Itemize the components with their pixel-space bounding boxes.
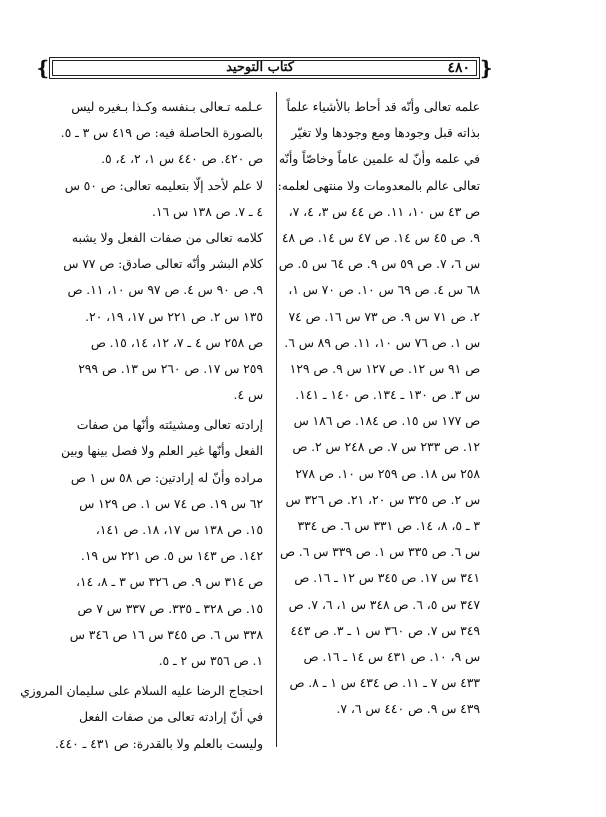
index-line: وليست بالعلم ولا بالقدرة: ص ٤٣١ ـ ٤٤٠.	[54, 736, 263, 751]
index-line: س ٩، ١٠. ص ٤٣١ س ١٤ ـ ١٦. ص	[303, 649, 480, 664]
index-line: س ٦، ٧. ص ٥٩ س ٩. ص ٦٤ س ٥. ص	[278, 257, 480, 272]
index-line: ٦٢ س ١٩. ص ٧٤ س ١. ص ١٢٩ س	[79, 496, 263, 511]
index-line: س ٦. ص ٣٣٥ س ١. ص ٣٣٩ س ٦. ص	[280, 545, 480, 560]
index-line: ١. ص ٣٥٦ س ٢ ـ ٥.	[158, 653, 263, 668]
index-line: عـلمه تـعالى بـنفسه وكـذا بـغيره ليس	[71, 100, 263, 114]
index-line: ١٢. ص ٢٣٣ س ٧. ص ٢٤٨ س ٢. ص	[292, 440, 480, 455]
index-line: ٣٤٧ س ٥، ٦. ص ٣٤٨ س ١، ٦، ٧. ص	[288, 597, 480, 612]
index-line: ١٤٢. ص ١٤٣ س ٥. ص ٢٢١ س ١٩.	[80, 549, 263, 564]
running-title: كتاب التوحيد	[226, 60, 294, 75]
index-line: ٩. ص ٤٥ س ١٤. ص ٤٧ س ١٤. ص ٤٨	[281, 230, 480, 245]
index-line: بالصورة الحاصلة فيه: ص ٤١٩ س ٣ ـ ٥.	[60, 126, 263, 141]
index-line: س ٣. ص ١٣٠ ـ ١٣٤. ص ١٤٠ ـ ١٤١.	[295, 388, 480, 403]
index-column-left	[20, 94, 263, 757]
index-line: ص ٤٣ س ١٠، ١١. ص ٤٤ س ٣، ٤، ٧،	[288, 204, 480, 219]
index-column-right	[277, 94, 480, 723]
column-divider	[276, 92, 277, 747]
index-line: تعالى عالم بالمعدومات ولا منتهى لعلمه:	[277, 178, 480, 193]
index-line: ١٥. ص ٣٢٨ ـ ٣٣٥. ص ٣٣٧ س ٧ ص	[77, 601, 263, 616]
index-line: ٤٣٣ س ٧ ـ ١١. ص ٤٣٤ س ١ ـ ٨. ص	[289, 676, 480, 691]
index-line: ٣٣٨ س ٦. ص ٣٤٥ س ١٦ ص ٣٤٦ س	[69, 627, 263, 642]
index-line: ٢٥٩ س ١٧. ص ٢٦٠ س ١٣. ص ٢٩٩	[78, 361, 263, 376]
index-line: علمه تعالى وأنّه قد أحاط بالأشياء علماً	[286, 100, 480, 114]
index-line: ٢٥٨ س ١٨. ص ٢٥٩ س ١٠. ص ٢٧٨	[295, 466, 480, 481]
index-line: ٤٣٩ س ٩. ص ٤٤٠ س ٦، ٧.	[336, 702, 480, 717]
index-line: الفعل وأنّها غير العلم ولا فصل بينها وبين	[61, 444, 263, 459]
index-line: مراده وأنّ له إرادتين: ص ٥٨ س ١ ص	[70, 470, 263, 485]
index-line: بذاته قبل وجودها ومع وجودها ولا تغيّر	[291, 126, 480, 141]
page-number: ٤٨٠	[447, 60, 470, 76]
index-line: ٤ ـ ٧. ص ١٣٨ س ١٦.	[151, 204, 263, 219]
index-line: ٣٤١ س ١٧. ص ٣٤٥ س ١٢ ـ ١٦. ص	[294, 571, 480, 586]
index-line: لا علم لأحد إلّا بتعليمه تعالى: ص ٥٠ س	[64, 178, 263, 193]
header-ornament-right: ❵	[477, 56, 495, 80]
index-line: كلام البشر وأنّه تعالى صادق: ص ٧٧ س	[63, 257, 263, 272]
index-line: في أنّ إرادته تعالى من صفات الفعل	[79, 710, 263, 725]
index-line: ٩. ص ٩٠ س ٤. ص ٩٧ س ١٠، ١١. ص	[67, 283, 263, 298]
index-line: س ١. ص ٧٦ س ١٠، ١١. ص ٨٩ س ٦.	[284, 335, 480, 350]
index-line: س ٤.	[233, 388, 263, 403]
index-line: ٦٨ س ٤. ص ٦٩ س ١٠. ص ٧٠ س ١،	[288, 283, 480, 298]
index-line: ص ٢٥٨ س ٤ ـ ٧، ١٢، ١٤، ١٥. ص	[90, 335, 263, 350]
index-line: ص ٤٢٠. ص ٤٤٠ س ١، ٢، ٤، ٥.	[101, 152, 263, 167]
index-line: ص ٣١٤ س ٩. ص ٣٢٦ س ٣ ـ ٨، ١٤،	[75, 575, 263, 590]
index-line: ١٣٥ س ٢. ص ٢٢١ س ١٧، ١٩، ٢٠.	[85, 309, 263, 324]
index-line: ص ٩١ س ١٢. ص ١٢٧ س ٩. ص ١٢٩	[289, 361, 480, 376]
index-line: احتجاج الرضا عليه السلام على سليمان المروزي	[20, 684, 263, 699]
index-line: ٣٤٩ س ٧. ص ٣٦٠ س ١ ـ ٣. ص ٤٤٣	[290, 623, 480, 638]
header-ornament-left: ❴	[34, 56, 52, 80]
index-line: ٣ ـ ٥، ٨، ١٤. ص ٣٣١ س ٦. ص ٣٣٤	[297, 519, 480, 533]
index-line: في علمه وأنّ له علمين عاماً وخاصّاً وأنّه	[278, 152, 480, 167]
index-line: ٢. ص ٧١ س ٩. ص ٧٣ س ١٦. ص ٧٤	[288, 309, 480, 324]
index-line: ١٥. ص ١٣٨ س ١٧، ١٨. ص ١٤١،	[95, 523, 263, 537]
index-line: س ٢. ص ٣٢٥ س ٢٠، ٢١. ص ٣٢٦ س	[285, 492, 480, 507]
index-line: كلامه تعالى من صفات الفعل ولا يشبه	[71, 230, 263, 245]
index-line: ص ١٧٧ س ١٥. ص ١٨٤. ص ١٨٦ س	[293, 414, 480, 429]
index-line: إرادته تعالى ومشيئته وأنّها من صفات	[76, 418, 263, 433]
